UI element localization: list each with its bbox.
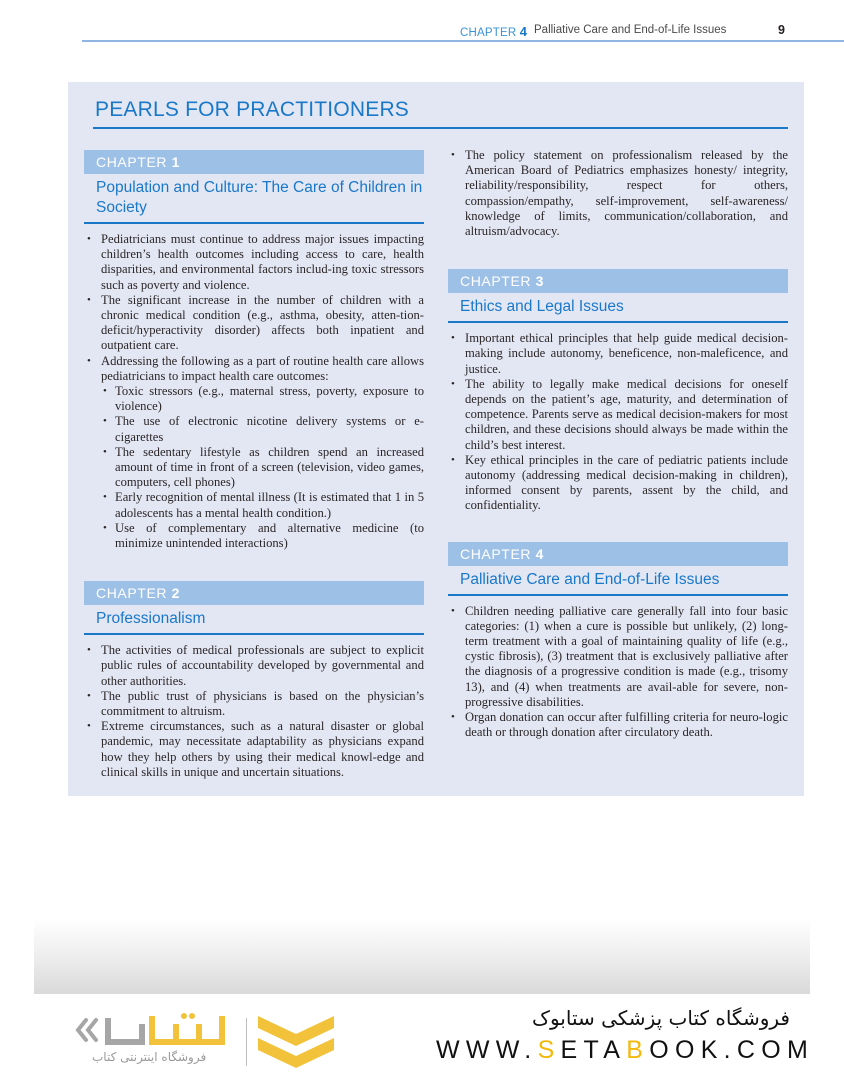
- store-name: فروشگاه کتاب پزشکی ستابوک: [532, 1006, 790, 1030]
- left-column: [84, 150, 424, 780]
- bullet-item: • Extreme circumstances, such as a natural disaster or global pandemic, may necessitate adaptability as physicians expand how they help others by using their medical knowl-edge and clinical skills in unique and uncertain situations.: [84, 719, 424, 780]
- logo-divider: [246, 1018, 247, 1066]
- chapter-title: Professionalism: [84, 605, 424, 635]
- pearls-heading: PEARLS FOR PRACTITIONERS: [95, 98, 410, 121]
- heading-rule: [93, 127, 788, 129]
- bullet-item: • The policy statement on professionalism released by the American Board of Pediatrics emphasizes honesty/ integrity, reliability/responsibility, respect for others, compassion/empathy, self-improvement, self-awareness/ knowledge of limits, communication/collaboration, and altruism/advocacy.: [448, 148, 788, 239]
- setabook-wordmark-icon: [72, 1010, 232, 1050]
- sub-bullet-item: • The sedentary lifestyle as children spend an increased amount of time in front of a screen (television, video games, computers, cell phones): [101, 445, 424, 491]
- setabook-chevron-logo-icon: [256, 1012, 336, 1070]
- chapter-title: Palliative Care and End-of-Life Issues: [448, 566, 788, 596]
- bullet-item: • The ability to legally make medical decisions for oneself depends on the patient’s age, maturity, and determination of competence. Parents serve as medical decision-makers for most children, and these decisions should always be made within the child’s best interest.: [448, 377, 788, 453]
- chapter-band: CHAPTER 3: [448, 269, 788, 293]
- chapter-4-section: [448, 542, 788, 741]
- bullet-list: [84, 232, 424, 551]
- page-number: 9: [778, 23, 785, 37]
- store-url[interactable]: WWW.SETABOOK.COM: [436, 1036, 815, 1064]
- bullet-list: [448, 604, 788, 741]
- bullet-list: [84, 643, 424, 780]
- right-column: [448, 148, 788, 740]
- bullet-item: • The public trust of physicians is based on the physician’s commitment to altruism.: [84, 689, 424, 719]
- chapter-band: CHAPTER 2: [84, 581, 424, 605]
- logo-tagline: فروشگاه اینترنتی کتاب: [92, 1050, 207, 1064]
- sub-bullet-item: • Early recognition of mental illness (It is estimated that 1 in 5 adolescents has a mental health condition.): [101, 490, 424, 520]
- chapter-2-section: [84, 581, 424, 780]
- bullet-item: • Pediatricians must continue to address major issues impacting children’s health outcomes including access to care, health disparities, and environmental factors includ-ing toxic stressors such as poverty and violence.: [84, 232, 424, 293]
- running-head: [82, 20, 844, 42]
- footer-banner: [0, 994, 844, 1080]
- chapter-3-section: [448, 269, 788, 513]
- sub-bullet-item: • Toxic stressors (e.g., maternal stress, poverty, exposure to violence): [101, 384, 424, 414]
- chapter-title: Ethics and Legal Issues: [448, 293, 788, 323]
- bullet-item: [84, 354, 424, 552]
- sub-bullet-item: • Use of complementary and alternative medicine (to minimize unintended interactions): [101, 521, 424, 551]
- chapter-band: CHAPTER 1: [84, 150, 424, 174]
- running-head-chapter: CHAPTER 4: [460, 24, 528, 39]
- pearls-box: [68, 82, 804, 796]
- bullet-item: • Children needing palliative care generally fall into four basic categories: (1) when a cure is possible but unlikely, (2) long-term treatment with a goal of maintaining quality of life (e.g., cystic fibrosis), (3) treatment that is exclusively palliative after the diagnosis of a progressive condition is made (e.g., trisomy 13), and (4) when treatments are avail-able for severe, non-progressive disabilities.: [448, 604, 788, 710]
- chapter-title: Population and Culture: The Care of Children in Society: [84, 174, 424, 224]
- bullet-item: • Key ethical principles in the care of pediatric patients include autonomy (addressing medical decision-making in children), informed consent by parents, assent by the child, and confidentiality.: [448, 453, 788, 514]
- bullet-list-continued: [448, 148, 788, 239]
- sub-bullet-list: [101, 384, 424, 551]
- bullet-item: • The activities of medical professionals are subject to explicit public rules of accountability developed by governmental and other authorities.: [84, 643, 424, 689]
- bullet-list: [448, 331, 788, 513]
- page-bottom-shadow: [34, 918, 810, 994]
- sub-bullet-item: • The use of electronic nicotine delivery systems or e-cigarettes: [101, 414, 424, 444]
- chapter-band: CHAPTER 4: [448, 542, 788, 566]
- running-head-title: Palliative Care and End-of-Life Issues: [534, 24, 727, 36]
- bullet-text: Addressing the following as a part of routine health care allows pediatricians to impact health care outcomes:: [101, 353, 424, 383]
- bullet-item: • The significant increase in the number of children with a chronic medical condition (e.g., asthma, obesity, atten-tion-deficit/hyperactivity disorder) affects both inpatient and outpatient care.: [84, 293, 424, 354]
- bullet-item: • Organ donation can occur after fulfilling criteria for neuro-logic death or through donation after circulatory death.: [448, 710, 788, 740]
- bullet-item: • Important ethical principles that help guide medical decision-making include autonomy, beneficence, non-maleficence, and justice.: [448, 331, 788, 377]
- chapter-1-section: [84, 150, 424, 551]
